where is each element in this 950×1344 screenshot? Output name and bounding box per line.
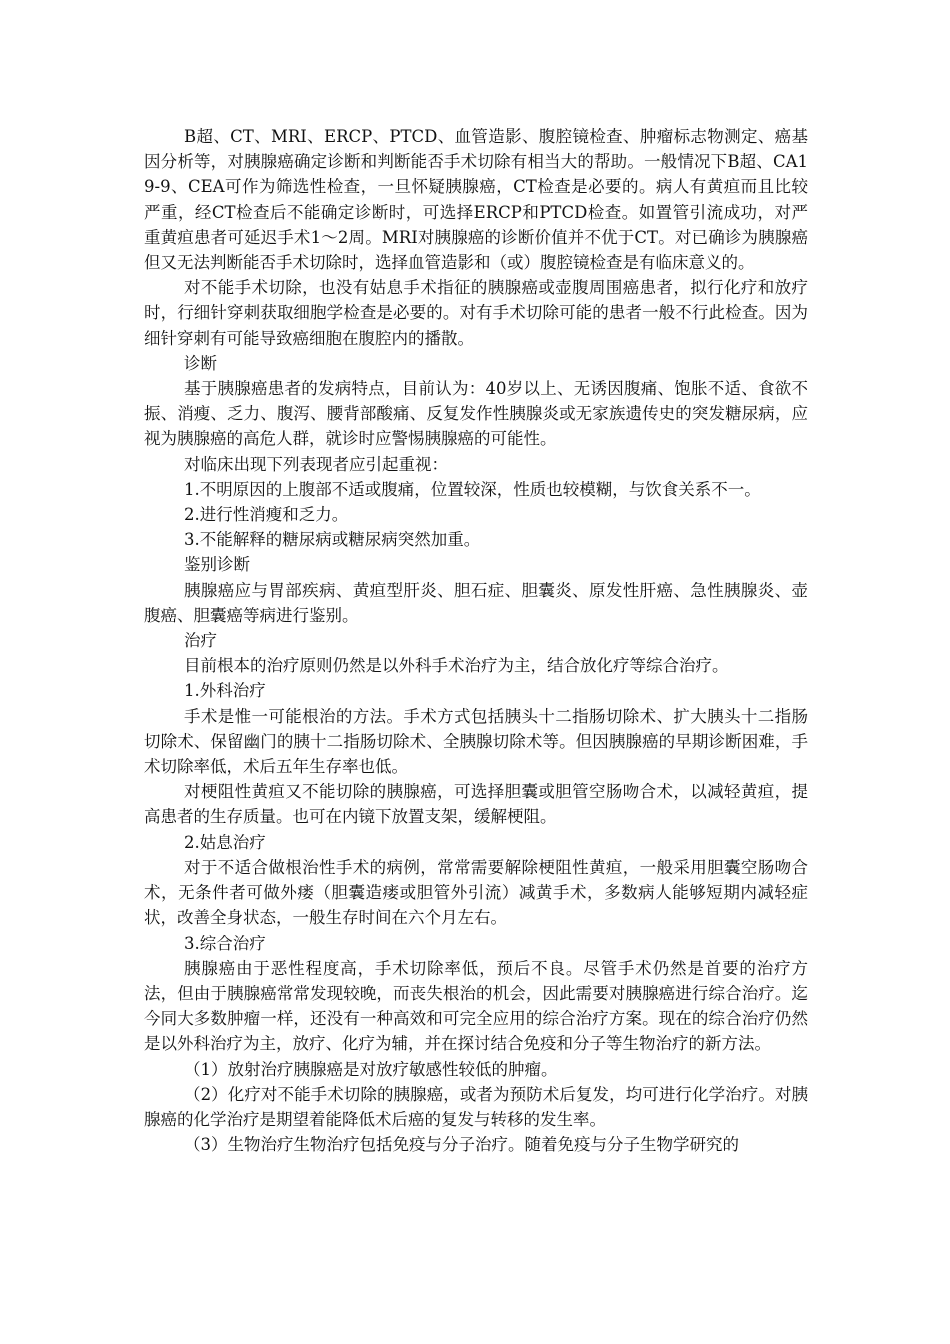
paragraph-biotherapy: （3）生物治疗生物治疗包括免疫与分子治疗。随着免疫与分子生物学研究的 [184,1135,739,1155]
paragraph-diagnostic-methods: B超、CT、MRI、ERCP、PTCD、血管造影、腹腔镜检查、肿瘤标志物测定、癌基因分析等，对胰腺癌确定诊断和判断能否手术切除有相当大的帮助。一般情况下B超、CA19-9、CEA可作为筛选性检查，一旦怀疑胰腺癌，CT检查是必要的。病人有黄疸而且比较严重，经CT检查后不能确定诊断时，可选择ERCP和PTCD检查。如置管引流成功，对严重黄疸患者可延迟手术1～2周。MRI对胰腺癌的诊断价值并不优于CT。对已确诊为胰腺癌但又无法判断能否手术切除时，选择血管造影和（或）腹腔镜检查是有临床意义的。 [144,127,808,273]
list-item-2: 2.进行性消瘦和乏力。 [184,505,349,525]
heading-diagnosis: 诊断 [184,353,217,373]
heading-treatment: 治疗 [184,631,217,651]
heading-differential-diagnosis: 鉴别诊断 [184,555,250,575]
paragraph-high-risk: 基于胰腺癌患者的发病特点，目前认为：40岁以上、无诱因腹痛、饱胀不适、食欲不振、消瘦、乏力、腹泻、腰背部酸痛、反复发作性胰腺炎或无家族遗传史的突发糖尿病，应视为胰腺癌的高危人群，就诊时应警惕胰腺癌的可能性。 [144,379,808,449]
paragraph-treatment-principle: 目前根本的治疗原则仍然是以外科手术治疗为主，结合放化疗等综合治疗。 [184,656,729,676]
list-item-3: 3.不能解释的糖尿病或糖尿病突然加重。 [184,530,481,550]
paragraph-differential: 胰腺癌应与胃部疾病、黄疸型肝炎、胆石症、胆囊炎、原发性肝癌、急性胰腺炎、壶腹癌、胆囊癌等病进行鉴别。 [144,580,808,625]
paragraph-radiotherapy: （1）放射治疗胰腺癌是对放疗敏感性较低的肿瘤。 [184,1059,558,1079]
paragraph-surgery: 手术是惟一可能根治的方法。手术方式包括胰头十二指肠切除术、扩大胰头十二指肠切除术、保留幽门的胰十二指肠切除术、全胰腺切除术等。但因胰腺癌的早期诊断困难，手术切除率低，术后五年生存率也低。 [144,706,808,777]
paragraph-chemotherapy: （2）化疗对不能手术切除的胰腺癌，或者为预防术后复发，均可进行化学治疗。对胰腺癌的化学治疗是期望着能降低术后癌的复发与转移的发生率。 [144,1084,808,1129]
document-body [144,124,808,1157]
paragraph-combined: 胰腺癌由于恶性程度高，手术切除率低，预后不良。尽管手术仍然是首要的治疗方法，但由于胰腺癌常常发现较晚，而丧失根治的机会，因此需要对胰腺癌进行综合治疗。迄今同大多数肿瘤一样，还没有一种高效和可完全应用的综合治疗方案。现在的综合治疗仍然是以外科治疗为主，放疗、化疗为辅，并在探讨结合免疫和分子等生物治疗的新方法。 [144,958,808,1054]
heading-combined-treatment: 3.综合治疗 [184,933,266,953]
paragraph-attention: 对临床出现下列表现者应引起重视： [184,454,448,474]
paragraph-palliative: 对于不适合做根治性手术的病例，常常需要解除梗阻性黄疸，一般采用胆囊空肠吻合术，无条件者可做外瘘（胆囊造瘘或胆管外引流）减黄手术，多数病人能够短期内减轻症状，改善全身状态，一般生存时间在六个月左右。 [144,857,808,928]
heading-palliative-treatment: 2.姑息治疗 [184,832,266,852]
paragraph-obstructive-jaundice: 对梗阻性黄疸又不能切除的胰腺癌，可选择胆囊或胆管空肠吻合术，以减轻黄疸，提高患者的生存质量。也可在内镜下放置支架，缓解梗阻。 [144,782,808,827]
paragraph-biopsy: 对不能手术切除，也没有姑息手术指征的胰腺癌或壶腹周围癌患者，拟行化疗和放疗时，行细针穿刺获取细胞学检查是必要的。对有手术切除可能的患者一般不行此检查。因为细针穿刺有可能导致癌细胞在腹腔内的播散。 [144,278,808,348]
list-item-1: 1.不明原因的上腹部不适或腹痛，位置较深，性质也较模糊，与饮食关系不一。 [184,479,761,499]
heading-surgical-treatment: 1.外科治疗 [184,681,266,701]
